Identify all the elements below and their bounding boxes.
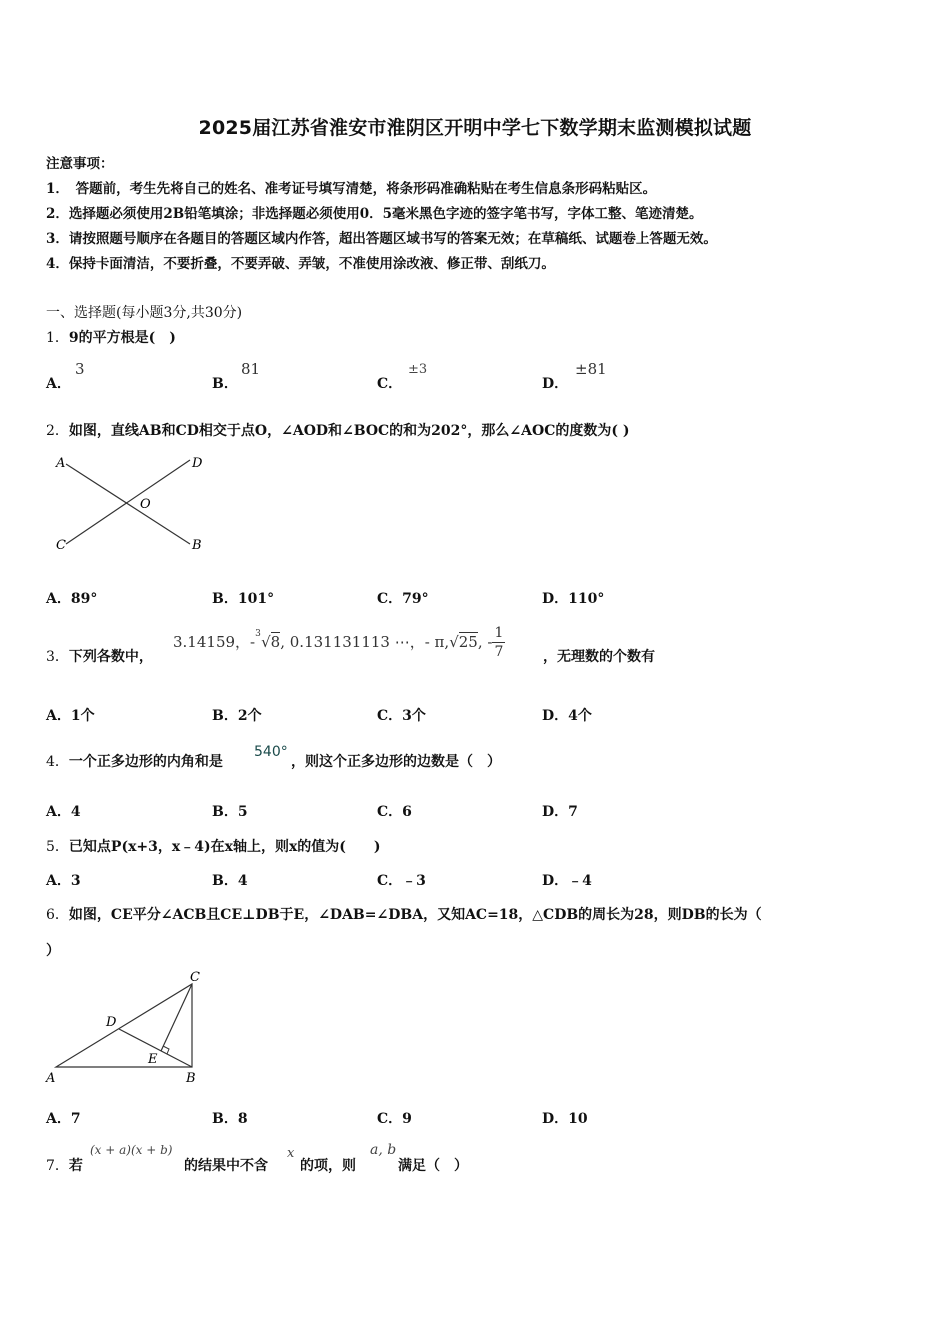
section-heading: 一、选择题(每小题3分,共30分) — [46, 305, 243, 321]
q1-option-c-math: ±3 — [408, 362, 428, 377]
question-5-number: 5． — [46, 839, 69, 855]
q1-option-c-label: C． — [377, 376, 403, 392]
notice-item-4: 4．保持卡面清洁，不要折叠，不要弄破、弄皱，不准使用涂改液、修正带、刮纸刀。 — [46, 256, 555, 272]
q6-label-b: B — [186, 1071, 196, 1086]
question-3-number: 3． — [46, 649, 69, 665]
q2-option-d-label: D． — [542, 591, 569, 607]
q2-label-b: B — [192, 538, 202, 553]
question-7-text-4: 满足（ ） — [398, 1158, 468, 1174]
q4-option-b-label: B． — [212, 804, 238, 820]
question-4-number: 4． — [46, 754, 69, 770]
q4-suffix: ，则这个正多边形的边数是（ ） — [291, 754, 501, 770]
q5-option-c — [377, 870, 426, 890]
q3-option-c-value: 3个 — [402, 708, 426, 724]
q7-math-expression: (x + a)(x + b) — [90, 1143, 173, 1157]
q4-option-c-value: 6 — [402, 804, 412, 820]
notice-item-3: 3．请按照题号顺序在各题目的答题区域内作答，超出答题区域书写的答案无效；在草稿纸、试题卷上答题无效。 — [46, 231, 717, 247]
q4-option-a-label: A． — [46, 804, 71, 820]
q3-sqrt-arg: 25 — [458, 633, 478, 651]
q1-option-a-label: A． — [46, 376, 71, 392]
question-2-text: 如图，直线AB和CD相交于点O，∠AOD和∠BOC的和为202°，那么∠AOC的度数为( ) — [68, 423, 630, 439]
q5-option-c-value: ﹣3 — [402, 873, 426, 889]
q1-option-d-label: D． — [542, 376, 569, 392]
q7-math-x: x — [287, 1146, 295, 1161]
q3-option-d-value: 4个 — [568, 708, 592, 724]
q5-option-a-value: 3 — [70, 873, 81, 889]
q5-option-c-label: C． — [377, 873, 403, 889]
q3-option-d-label: D． — [542, 708, 569, 724]
q2-option-c-value: 79° — [402, 591, 429, 607]
q1-option-a — [46, 373, 71, 393]
question-7-text-3: 的项，则 — [300, 1158, 356, 1174]
q6-label-a: A — [46, 1071, 56, 1086]
q3-cube-root-index: 3 — [255, 629, 261, 639]
notice-item-1: 1． 答题前，考生先将自己的姓名、准考证号填写清楚，将条形码准确粘贴在考生信息条形码粘贴区。 — [46, 181, 657, 197]
q4-option-a-value: 4 — [70, 804, 81, 820]
q6-option-c — [377, 1108, 412, 1128]
q2-figure-intersecting-lines — [46, 448, 216, 558]
q6-label-c: C — [190, 970, 200, 985]
q2-option-b-value: 101° — [237, 591, 275, 607]
q6-option-a — [46, 1108, 81, 1128]
question-5 — [46, 836, 381, 856]
q6-option-c-label: C． — [377, 1111, 403, 1127]
q4-option-d — [542, 801, 578, 821]
q5-option-d-value: ﹣4 — [568, 873, 592, 889]
q2-option-a-value: 89° — [70, 591, 98, 607]
q5-option-b-label: B． — [212, 873, 238, 889]
q6-option-d-value: 10 — [568, 1111, 588, 1127]
q2-option-c-label: C． — [377, 591, 403, 607]
q3-cube-root-arg: 8 — [270, 633, 281, 651]
q2-option-a — [46, 588, 97, 608]
q6-option-c-value: 9 — [402, 1111, 412, 1127]
q3-fraction-numerator: 1 — [494, 624, 504, 641]
q2-option-c — [377, 588, 429, 608]
q3-option-d — [542, 705, 592, 725]
q4-option-b-value: 5 — [237, 804, 248, 820]
q3-cube-root: 3 √8 — [255, 622, 280, 662]
q1-option-d-math: ±81 — [575, 360, 607, 378]
q3-option-a-label: A． — [46, 708, 71, 724]
q6-option-d — [542, 1108, 588, 1128]
question-5-text: 已知点P(x+3，x﹣4)在x轴上，则x的值为( ) — [68, 839, 381, 855]
question-2 — [46, 420, 629, 440]
q1-option-b-math: 81 — [241, 360, 261, 378]
q2-label-a: A — [56, 456, 66, 471]
question-7-text-2: 的结果中不含 — [184, 1158, 268, 1174]
q1-option-a-math: 3 — [75, 360, 85, 378]
q2-label-o: O — [140, 497, 151, 512]
question-6-text-continued: ） — [46, 943, 60, 959]
q2-option-b — [212, 588, 274, 608]
question-7-number: 7． — [46, 1158, 69, 1174]
question-7-text-1: 若 — [68, 1158, 83, 1174]
q4-angle-math: 540° — [254, 744, 288, 760]
exam-title: 2025届江苏省淮安市淮阴区开明中学七下数学期末监测模拟试题 — [198, 117, 752, 139]
q3-math-part-2: , 0.131131113 ⋯，- π, — [280, 633, 450, 651]
q4-option-d-value: 7 — [568, 804, 578, 820]
q6-label-e: E — [148, 1052, 158, 1067]
q3-number-list — [173, 622, 505, 662]
q6-option-b — [212, 1108, 248, 1128]
q6-figure-triangle — [42, 966, 217, 1091]
q5-option-d — [542, 870, 592, 890]
q5-option-b-value: 4 — [237, 873, 248, 889]
q4-option-c — [377, 801, 412, 821]
q3-option-b — [212, 705, 262, 725]
q5-option-d-label: D． — [542, 873, 569, 889]
question-3 — [46, 646, 153, 666]
q3-fraction — [492, 624, 505, 661]
q3-math-part-1: 3.14159，- — [173, 633, 256, 651]
question-2-number: 2． — [46, 423, 69, 439]
q1-option-b-label: B． — [212, 376, 238, 392]
notice-item-2: 2．选择题必须使用2B铅笔填涂；非选择题必须使用0．5毫米黑色字迹的签字笔书写，字体工整、笔迹清楚。 — [46, 206, 703, 222]
q2-label-c: C — [56, 538, 66, 553]
q6-option-b-value: 8 — [237, 1111, 248, 1127]
q2-option-b-label: B． — [212, 591, 238, 607]
q2-option-a-label: A． — [46, 591, 71, 607]
q3-fraction-denominator: 7 — [494, 643, 504, 660]
question-6 — [46, 904, 762, 924]
q3-option-b-label: B． — [212, 708, 238, 724]
q3-math-part-3: , - — [477, 633, 493, 651]
q4-option-d-label: D． — [542, 804, 569, 820]
q3-option-c — [377, 705, 426, 725]
q3-option-c-label: C． — [377, 708, 403, 724]
q5-option-a-label: A． — [46, 873, 71, 889]
question-6-text: 如图，CE平分∠ACB且CE⊥DB于E，∠DAB=∠DBA，又知AC=18，△CDB的周长为28，则DB的长为（ — [68, 907, 762, 923]
question-1-text: 9的平方根是( ) — [68, 330, 176, 346]
q4-option-a — [46, 801, 81, 821]
notice-heading: 注意事项： — [46, 156, 114, 172]
q6-label-d: D — [106, 1015, 117, 1030]
q1-option-c — [377, 373, 402, 393]
q6-triangle-abc — [56, 984, 192, 1067]
q1-option-b — [212, 373, 238, 393]
q3-sqrt: √25 — [449, 633, 478, 651]
question-3-prefix: 下列各数中， — [68, 649, 153, 665]
q3-option-a — [46, 705, 95, 725]
q1-option-d — [542, 373, 568, 393]
q4-option-b — [212, 801, 248, 821]
q6-option-d-label: D． — [542, 1111, 569, 1127]
q4-option-c-label: C． — [377, 804, 403, 820]
q2-label-d: D — [192, 456, 203, 471]
q7-math-ab: a, b — [370, 1142, 397, 1158]
q2-option-d-value: 110° — [568, 591, 605, 607]
q6-option-b-label: B． — [212, 1111, 238, 1127]
q6-option-a-label: A． — [46, 1111, 71, 1127]
q5-option-a — [46, 870, 81, 890]
question-6-number: 6． — [46, 907, 69, 923]
question-1-number: 1． — [46, 330, 69, 346]
question-4 — [46, 751, 223, 771]
q6-option-a-value: 7 — [70, 1111, 81, 1127]
question-4-prefix: 一个正多边形的内角和是 — [68, 754, 223, 770]
question-7 — [46, 1155, 83, 1175]
q2-option-d — [542, 588, 604, 608]
q5-option-b — [212, 870, 248, 890]
q3-option-b-value: 2个 — [237, 708, 262, 724]
q3-suffix: ，无理数的个数有 — [543, 649, 655, 665]
q3-option-a-value: 1个 — [70, 708, 95, 724]
question-1 — [46, 327, 176, 347]
